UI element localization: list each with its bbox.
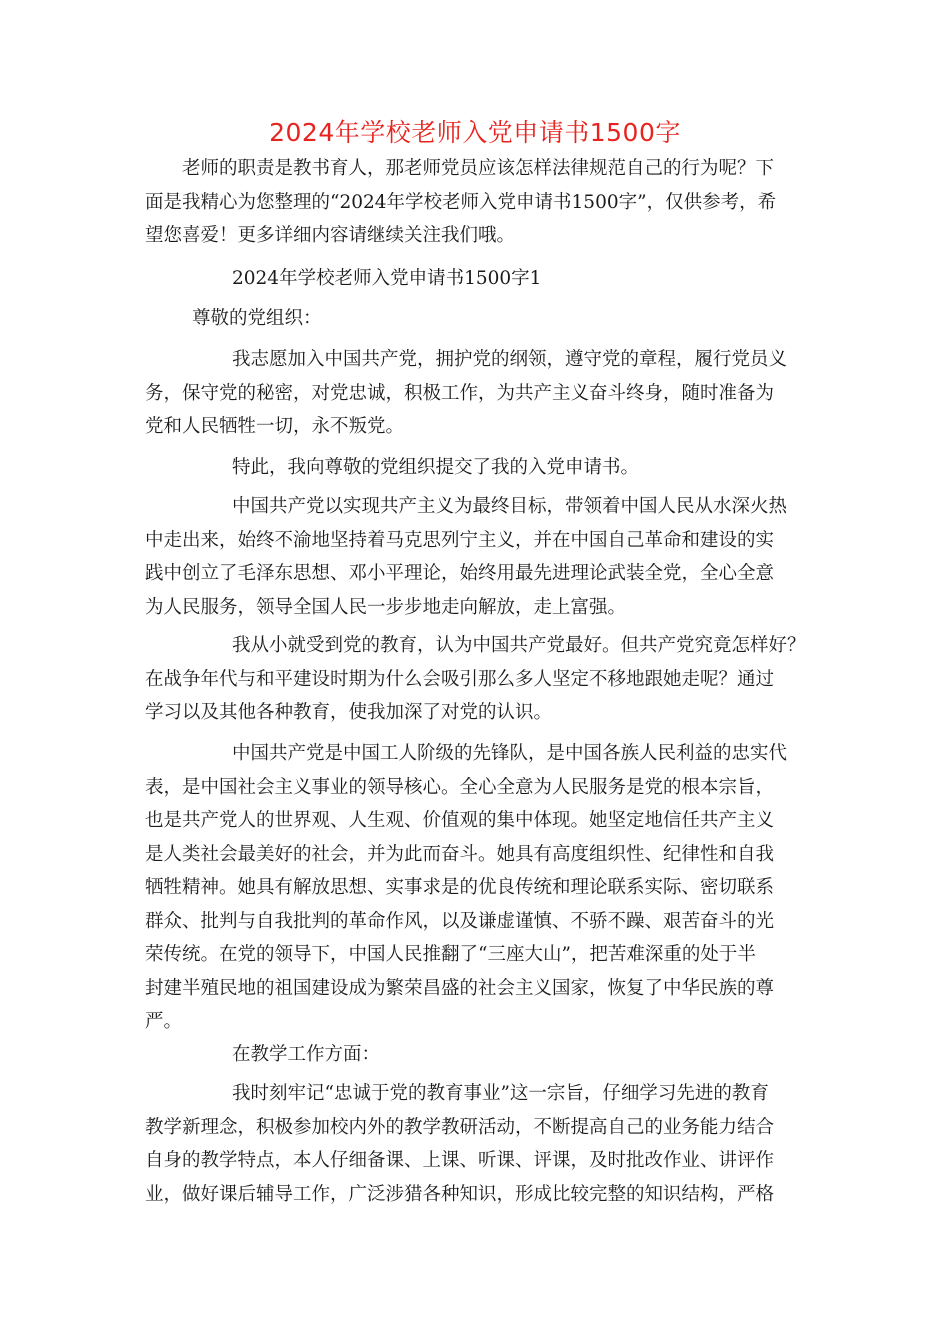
- paragraph-6: 在教学工作方面：: [232, 1044, 381, 1065]
- text-line: 中国共产党以实现共产主义为最终目标，带领着中国人民从水深火热: [232, 496, 788, 517]
- text-line: 中走出来，始终不渝地坚持着马克思列宁主义，并在中国自己革命和建设的实: [145, 529, 775, 551]
- section-subtitle: 2024年学校老师入党申请书1500字1: [232, 268, 542, 289]
- document-title: 2024年学校老师入党申请书1500字: [269, 118, 681, 147]
- text-line: 是人类社会最美好的社会，并为此而奋斗。她具有高度组织性、纪律性和自我: [145, 843, 775, 865]
- text-line: 表，是中国社会主义事业的领导核心。全心全意为人民服务是党的根本宗旨，: [145, 776, 775, 798]
- intro-paragraph: [145, 152, 810, 253]
- text-line: 望您喜爱！更多详细内容请继续关注我们哦。: [145, 225, 516, 246]
- text-line: 封建半殖民地的祖国建设成为繁荣昌盛的社会主义国家，恢复了中华民族的尊: [145, 977, 775, 999]
- salutation: 尊敬的党组织：: [192, 308, 322, 329]
- text-line: 严。: [145, 1011, 183, 1032]
- text-line: 教学新理念，积极参加校内外的教学教研活动，不断提高自己的业务能力结合: [145, 1116, 775, 1138]
- text-line: 牺牲精神。她具有解放思想、实事求是的优良传统和理论联系实际、密切联系: [145, 877, 775, 898]
- text-line: 我时刻牢记“忠诚于党的教育事业”这一宗旨，仔细学习先进的教育: [232, 1083, 769, 1104]
- paragraph-3: [145, 490, 810, 624]
- text-line: 我从小就受到党的教育，认为中国共产党最好。但共产党究竟怎样好？: [232, 635, 806, 656]
- text-line: 也是共产党人的世界观、人生观、价值观的集中体现。她坚定地信任共产主义: [145, 810, 775, 831]
- paragraph-7: [145, 1077, 810, 1211]
- text-line: 荣传统。在党的领导下，中国人民推翻了“三座大山”，把苦难深重的处于半: [145, 944, 756, 965]
- text-line: 业，做好课后辅导工作，广泛涉猎各种知识，形成比较完整的知识结构，严格: [145, 1183, 775, 1205]
- text-line: 学习以及其他各种教育，使我加深了对党的认识。: [145, 702, 553, 723]
- text-line: 群众、批判与自我批判的革命作风，以及谦虚谨慎、不骄不躁、艰苦奋斗的光: [145, 910, 775, 932]
- text-line: 自身的教学特点，本人仔细备课、上课、听课、评课，及时批改作业、讲评作: [145, 1150, 775, 1171]
- text-line: 践中创立了毛泽东思想、邓小平理论，始终用最先进理论武装全党，全心全意: [145, 563, 775, 584]
- text-line: 务，保守党的秘密，对党忠诚，积极工作，为共产主义奋斗终身，随时准备为: [145, 382, 775, 404]
- text-line: 中国共产党是中国工人阶级的先锋队，是中国各族人民利益的忠实代: [232, 743, 788, 764]
- text-line: 党和人民牺牲一切，永不叛党。: [145, 416, 405, 437]
- text-line: 面是我精心为您整理的“2024年学校老师入党申请书1500字”，仅供参考，希: [145, 191, 777, 213]
- text-line: 老师的职责是教书育人，那老师党员应该怎样法律规范自己的行为呢？下: [182, 158, 775, 179]
- text-line: 在战争年代与和平建设时期为什么会吸引那么多人坚定不移地跟她走呢？通过: [145, 668, 775, 690]
- text-line: 我志愿加入中国共产党，拥护党的纲领，遵守党的章程，履行党员义: [232, 349, 788, 370]
- paragraph-4: [145, 629, 810, 730]
- text-line: 为人民服务，领导全国人民一步步地走向解放，走上富强。: [145, 596, 627, 618]
- paragraph-5: [145, 737, 810, 1039]
- paragraph-2: 特此，我向尊敬的党组织提交了我的入党申请书。: [232, 457, 640, 478]
- paragraph-1: [145, 343, 810, 444]
